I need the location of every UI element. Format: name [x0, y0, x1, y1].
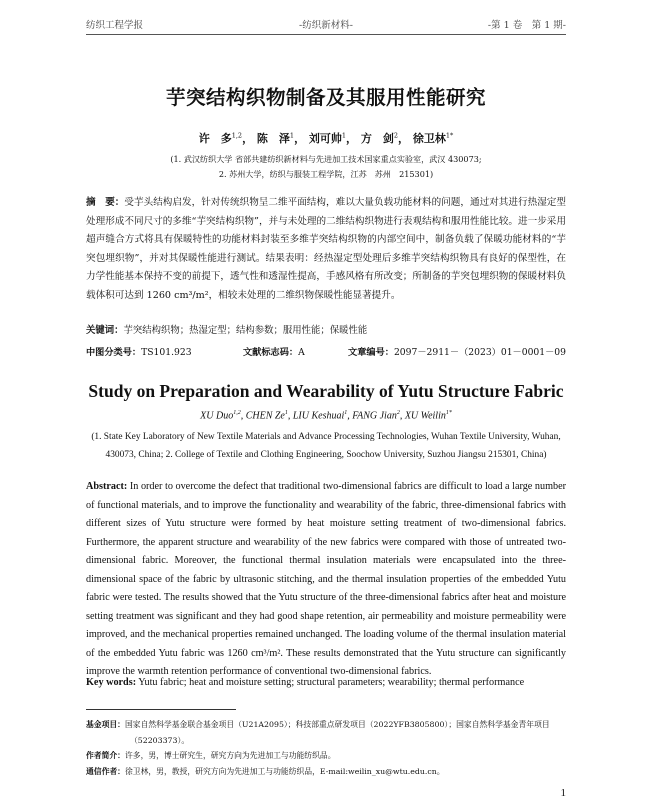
- author-affiliation-mark: 1: [341, 131, 347, 140]
- keywords-label: Key words:: [86, 677, 137, 688]
- keywords-label: 关键词：: [86, 325, 124, 336]
- abstract-text: In order to overcome the defect that traditional two-dimensional fabrics are difficult to load a large number of functional materials, and to improve the functionality and wearability of the fabric, three-dimensional fabrics with different sizes of Yutu structure were formed by heat moisture setting treatment of two-dimensional fabrics. Furthermore, the apparent structure and wearability of the new fabrics were compared with those of untreated two-dimensional fabric. Moreover, the functional thermal insulation materials were encapsulated into the three-dimensional space of the fabric by ultrasonic stitching, and the thermal insulation properties of the embedded Yutu fabric were tested. The results showed that the Yutu structure of the three-dimensional fabrics after heat and moisture setting treatment was significant and they had good shape retention, air permeability and moisture permeability were improved, and the mechanical properties remained unchanged. The loading volume of the thermal insulation material of the embedded Yutu fabric was 1260 cm³/m². These results demonstrated that the Yutu structure can significantly improve the warmth retention performance of conventional two-dimensional fabrics.: [86, 481, 566, 677]
- abstract-label: 摘 要：: [86, 197, 125, 208]
- author-affiliation-mark: 1,2: [233, 410, 241, 416]
- author-name: LIU Keshuai: [292, 410, 345, 422]
- author-name: 许 多: [198, 132, 232, 145]
- journal-name: 纺织工程学报: [86, 20, 144, 31]
- author-name: CHEN Ze: [245, 410, 285, 422]
- author-name: 陈 泽: [256, 132, 290, 145]
- keywords-english: [86, 677, 566, 688]
- author-affiliation-mark: 1: [284, 410, 288, 416]
- funding-note: 基金项目：国家自然科学基金联合基金项目（U21A2095）；科技部重点研发项目（2022YFB3805800）；国家自然科学基金青年项目: [86, 720, 550, 729]
- document-code: 文献标志码：A: [243, 347, 305, 358]
- author-affiliation-mark: 1: [344, 410, 348, 416]
- abstract-text: 受芋头结构启发，针对传统织物呈二维平面结构，难以大量负载功能材料的问题，通过对其进行热湿定型处理形成不同尺寸的多维“芋突结构织物”，并与未处理的二维结构织物进行表观结构和服用性能比较。进一步采用超声缝合方式将具有保暖特性的功能材料封装至多维芋突结构织物的内部空间中，制备负载了保暖功能材料的“芋突包埋织物”，并对其保暖性能进行测试。结果表明：经热湿定型处理后多维芋突结构织物具有良好的保型性，在力学性能基本保持不变的前提下，透气性和透湿性提高，手感风格有所改变；所制备的芋突包埋织物的保暖材料负载体积可达到 1260 cm³/m²，相较未处理的二维织物保暖性能显著提升。: [86, 197, 567, 301]
- footnotes: [86, 717, 566, 779]
- author-name: XU Duo: [200, 410, 234, 422]
- abstract-english: [86, 478, 566, 682]
- authors-english: XU Duo$^{1,2}$, CHEN Ze$^1$, LIU Keshuai$^1$, FANG Jian$^2$, XU Weilin$^{1*}$: [200, 410, 452, 422]
- abstract-label: Abstract:: [86, 481, 128, 492]
- running-header: [86, 13, 566, 33]
- author-name: XU Weilin: [404, 410, 446, 422]
- keywords-text: Yutu fabric; heat and moisture setting; structural parameters; wearability; thermal performance: [138, 677, 525, 688]
- affiliations-english: (1. State Key Laboratory of New Textile Materials and Advance Processing Technologies, Wuhan Textile University, Wuhan, 430073, China; 2. College of Textile and Clothing Engineering, Soochow University, Suzhou Jiangsu 215301, China): [91, 432, 561, 460]
- author-name: 刘可帅: [308, 132, 342, 145]
- author-name: 徐卫林: [412, 132, 446, 145]
- issue-info: -第 1 卷 第 1 期-: [487, 20, 566, 31]
- keywords-text: 芋突结构织物；热湿定型；结构参数；服用性能；保暖性能: [123, 325, 368, 336]
- author-bio-note: 作者简介：许多，男，博士研究生，研究方向为先进加工与功能纺织品。: [86, 751, 336, 760]
- keywords-chinese: [86, 322, 566, 336]
- author-affiliation-mark: 2: [396, 410, 400, 416]
- section-name: -纺织新材料-: [299, 20, 353, 31]
- author-affiliation-mark: 1*: [445, 131, 454, 140]
- header-rule: [86, 34, 566, 35]
- authors-chinese: 许 多$^{1,2}$， 陈 泽$^1$， 刘可帅$^1$， 方 剑$^2$， 徐卫林$^{1*}$: [198, 131, 454, 145]
- article-number: 文章编号：2097－2911－（2023）01－0001－09: [348, 347, 566, 358]
- author-affiliation-mark: 1,2: [231, 131, 243, 140]
- author-affiliation-mark: 2: [393, 131, 399, 140]
- funding-note-continued: （52203373）。: [130, 735, 190, 745]
- author-name: 方 剑: [360, 132, 394, 145]
- clc-number: 中图分类号：TS101.923: [86, 347, 192, 358]
- author-affiliation-mark: 1*: [445, 410, 452, 416]
- affiliation-line: (1. 武汉纺织大学 省部共建纺织新材料与先进加工技术国家重点实验室，武汉 430073;: [170, 154, 482, 164]
- title-english: Study on Preparation and Wearability of Yutu Structure Fabric: [88, 381, 564, 401]
- abstract-chinese: [86, 194, 566, 306]
- footnote-rule: [86, 709, 236, 710]
- corresponding-author-note: 通信作者：徐卫林，男，教授，研究方向为先进加工与功能纺织品，E-mail:weilin_xu@wtu.edu.cn。: [86, 766, 445, 776]
- title-chinese: 芋突结构织物制备及其服用性能研究: [165, 86, 486, 109]
- author-affiliation-mark: 1: [289, 131, 295, 140]
- affiliations-chinese: [60, 152, 592, 182]
- page-number: 1: [560, 787, 566, 799]
- author-name: FANG Jian: [352, 410, 397, 422]
- classification-line: [86, 344, 566, 360]
- affiliation-line: 2. 苏州大学，纺织与服装工程学院，江苏 苏州 215301): [218, 169, 434, 179]
